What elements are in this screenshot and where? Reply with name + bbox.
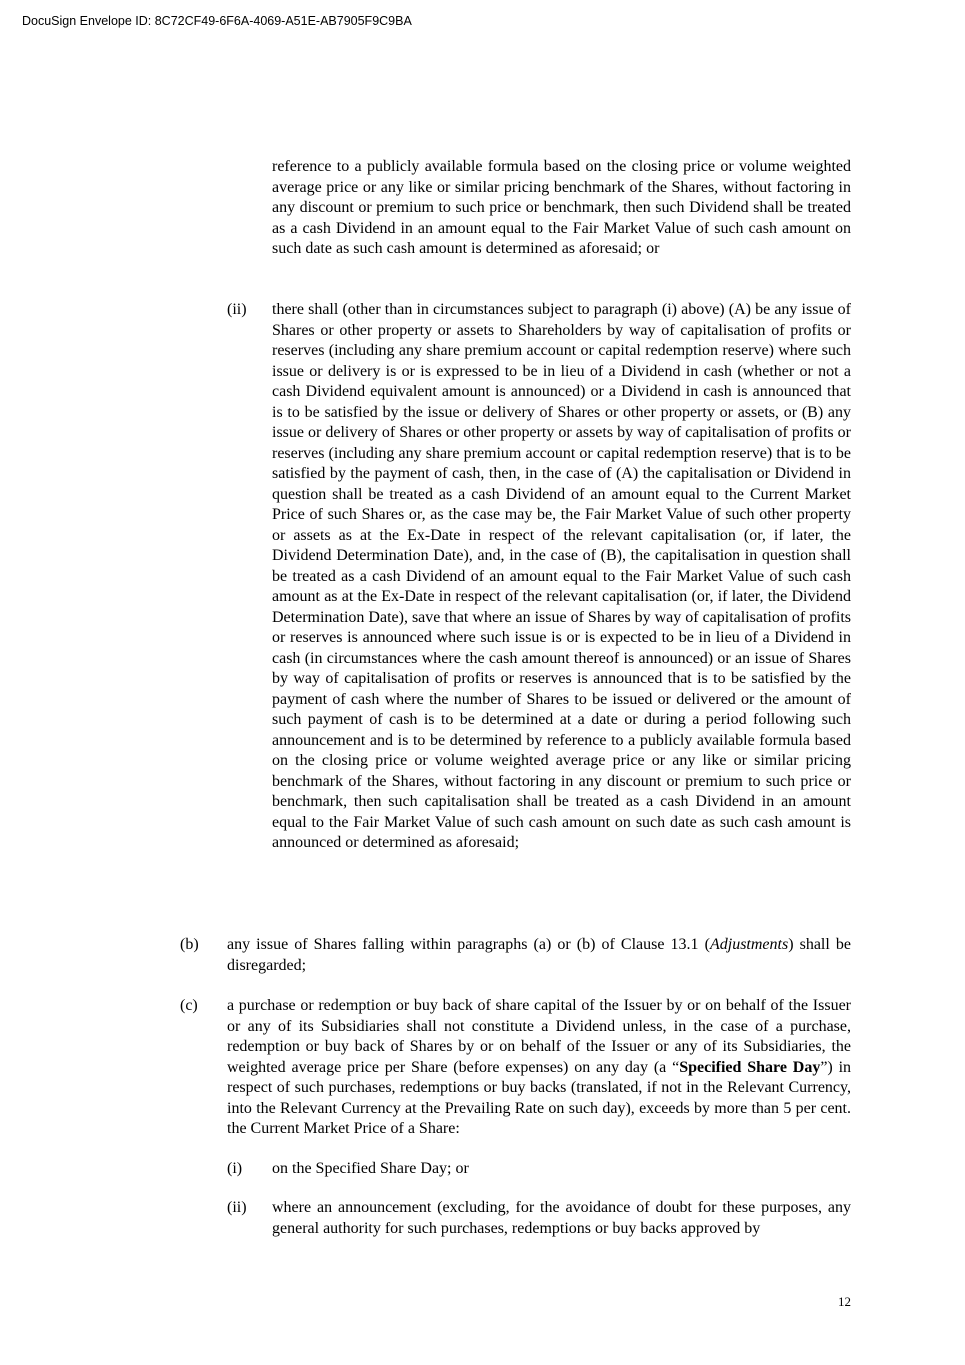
specified-share-day-term: Specified Share Day [679,1058,821,1076]
page-number: 12 [838,1294,851,1309]
paragraph-b-label: (b) [180,936,199,953]
paragraph-c-text: a purchase or redemption or buy back of share capital of the Issuer by or on behalf of the Issuer or any of its Subsidiaries shall not constitute a Dividend unless, in the case of a purchase, redemption or buy back of Shares by or on behalf of the Issuer or any of its Subsidiaries, the weighted average price per Share (before expenses) on any day (a “Specified Share Day”) in respect of such purchases, redemptions or buy backs (translated, if not in the Relevant Currency, into the Relevant Currency at the Prevailing Rate on such day), exceeds by more than 5 per cent. the Current Market Price of a Share: [227,997,852,1137]
sub-paragraph-ii-label: (ii) [227,301,247,318]
paragraph-b-text: any issue of Shares falling within paragraphs (a) or (b) of Clause 13.1 (Adjustments) shall be disregarded; [227,936,852,974]
sub-paragraph-ii-label-2: (ii) [227,1199,247,1216]
docusign-envelope-id: DocuSign Envelope ID: 8C72CF49-6F6A-4069-A51E-AB7905F9C9BA [22,14,412,28]
sub-paragraph-i-text: on the Specified Share Day; or [272,1160,469,1177]
sub-paragraph-ii-text: there shall (other than in circumstances subject to paragraph (i) above) (A) be any issue of Shares or other property or assets to Shareholders by way of capitalisation of profits or reserves (including any share premium account or capital redemption reserve) where such issue or delivery is or is expressed to be in lieu of a Dividend in cash (whether or not a cash Dividend equivalent amount is announced) or a Dividend in cash is announced that is to be satisfied by the issue or delivery of Shares or other property or assets, or (B) any issue or delivery of Shares or other property or assets by way of capitalisation of profits or reserves (including any share premium account or capital redemption reserve) that is to be satisfied by the payment of cash, then, in the case of (A) the capitalisation or Dividend in question shall be treated as a cash Dividend of an amount equal to the Current Market Price of such Shares or, as the case may be, the Fair Market Value of such other property or assets as at the Ex-Date in respect of the relevant capitalisation (or, if later, the Dividend Determination Date), and, in the case of (B), the capitalisation in question shall be treated as a cash Dividend of an amount equal to the Fair Market Value of such cash amount as at the Ex-Date in respect of the relevant capitalisation (or, if later, the Dividend Determination Date), save that where an issue of Shares by way of capitalisation of profits or reserves is announced where such issue is or is expected to be in lieu of a Dividend in cash (in circumstances where the cash amount thereof is announced) or an issue of Shares by way of capitalisation of profits or reserves is announced that is to be satisfied by the payment of cash where the number of Shares to be issued or delivered or the amount of such payment of cash is to be determined at a date or during a period following such announcement and is to be determined by reference to a publicly available formula based on the closing price or volume weighted average price or any like or similar pricing benchmark of the Shares, without factoring in any discount or premium to such price or benchmark, then such capitalisation shall be treated as a cash Dividend in an amount equal to the Fair Market Value of such cash amount on such date as such cash amount is announced or determined as aforesaid; [272,301,851,851]
sub-paragraph-ii-text-2: where an announcement (excluding, for the avoidance of doubt for these purposes, any general authority for such purchases, redemptions or buy backs approved by [272,1199,851,1237]
adjustments-reference: Adjustments [709,936,789,953]
continuation-paragraph: reference to a publicly available formula based on the closing price or volume weighted average price or any like or similar pricing benchmark of the Shares, without factoring in any discount or premium to such price or benchmark, then such Dividend shall be treated as a cash Dividend in an amount equal to the Fair Market Value of such cash amount on such date as such cash amount is determined as aforesaid; or [272,158,851,257]
sub-paragraph-i-label: (i) [227,1160,243,1177]
paragraph-c-label: (c) [180,997,198,1014]
